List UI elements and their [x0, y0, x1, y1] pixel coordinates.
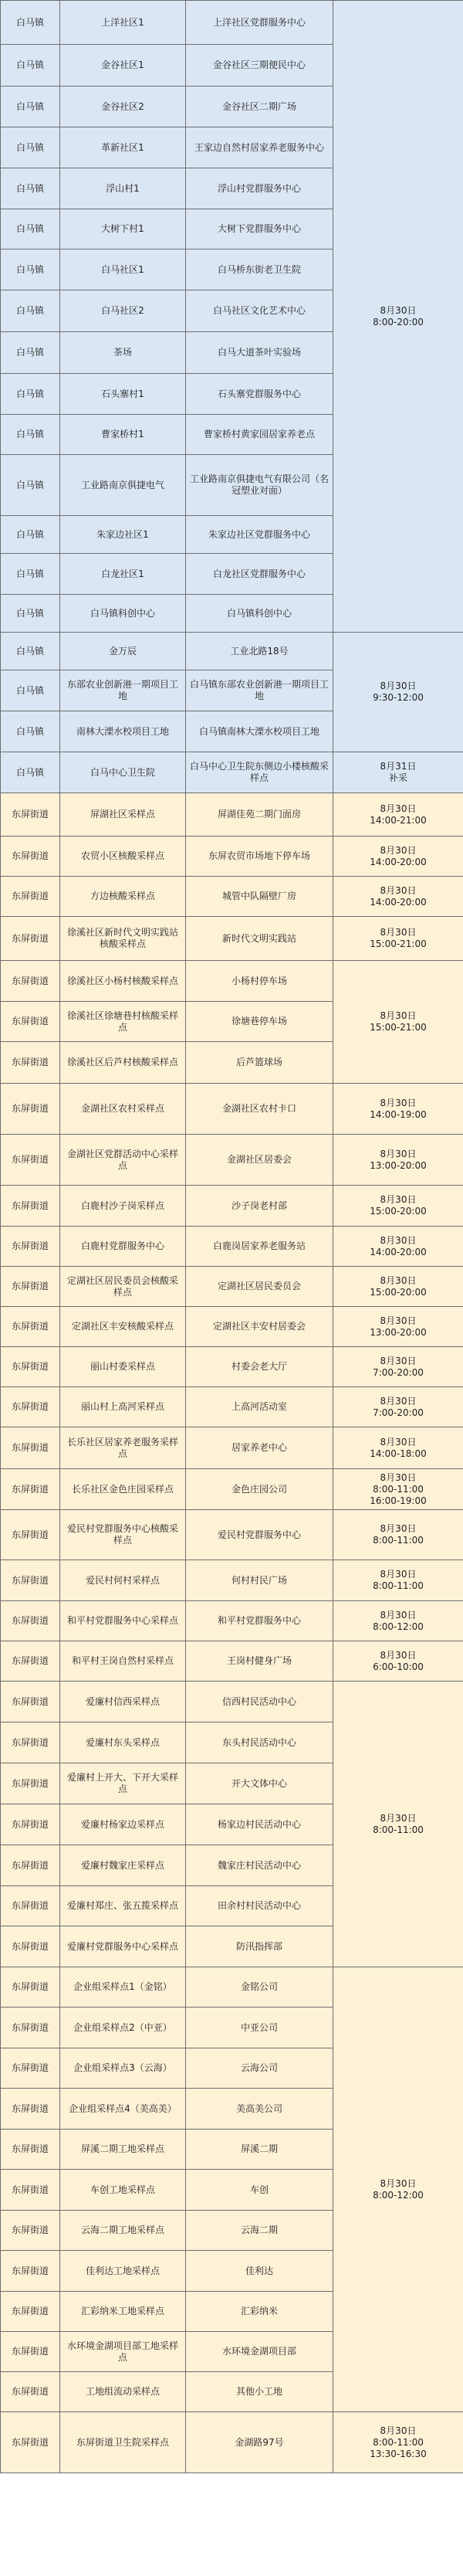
town-cell: 白马镇: [1, 249, 60, 290]
town-cell: 东屏街道: [1, 1886, 60, 1926]
town-cell: 东屏街道: [1, 837, 60, 877]
table-row: [1, 793, 463, 837]
table-row: [1, 1227, 463, 1267]
town-cell: 东屏街道: [1, 2412, 60, 2473]
town-cell: 白马镇: [1, 554, 60, 595]
site-cell: 爱民村何村采样点: [60, 1560, 186, 1601]
place-cell: 王家边自然村居家养老服务中心: [186, 127, 333, 168]
table-row: [1, 1347, 463, 1387]
time-cell: 8月30日 6:00-10:00: [333, 1641, 463, 1682]
site-cell: 企业组采样点4（美高美）: [60, 2089, 186, 2130]
town-cell: 东屏街道: [1, 1804, 60, 1845]
town-cell: 白马镇: [1, 168, 60, 209]
site-cell: 石头寨村1: [60, 374, 186, 415]
town-cell: 白马镇: [1, 332, 60, 374]
site-cell: 茶场: [60, 332, 186, 374]
town-cell: 东屏街道: [1, 1042, 60, 1084]
site-cell: 白马社区1: [60, 249, 186, 290]
time-cell: 8月30日 8:00-12:00: [333, 1601, 463, 1641]
town-cell: 东屏街道: [1, 877, 60, 917]
place-cell: 大树下党群服务中心: [186, 209, 333, 249]
site-cell: 水环境金湖项目部工地采样点: [60, 2332, 186, 2372]
site-cell: 上洋社区1: [60, 1, 186, 45]
place-cell: 工业路南京俱捷电气有限公司（名冠塑业对面）: [186, 455, 333, 516]
place-cell: 中亚公司: [186, 2008, 333, 2048]
site-cell: 曹家桥村1: [60, 415, 186, 455]
site-cell: 和平村王岗自然村采样点: [60, 1641, 186, 1682]
site-cell: 白马镇科创中心: [60, 595, 186, 633]
table-row: [1, 2412, 463, 2473]
time-cell: 8月30日 8:00-11:00: [333, 1682, 463, 1967]
place-cell: 信西村民活动中心: [186, 1682, 333, 1722]
town-cell: 东屏街道: [1, 1084, 60, 1135]
time-cell: 8月30日 15:00-20:00: [333, 1186, 463, 1227]
time-cell: 8月30日 14:00-21:00: [333, 793, 463, 837]
site-cell: 白马中心卫生院: [60, 752, 186, 793]
town-cell: 东屏街道: [1, 1186, 60, 1227]
place-cell: 定湖社区丰安村居委会: [186, 1307, 333, 1347]
place-cell: 金湖路97号: [186, 2412, 333, 2473]
site-cell: 爱民村党群服务中心核酸采样点: [60, 1510, 186, 1560]
town-cell: 东屏街道: [1, 1763, 60, 1804]
site-cell: 浮山村1: [60, 168, 186, 209]
town-cell: 东屏街道: [1, 1560, 60, 1601]
town-cell: 东屏街道: [1, 1002, 60, 1042]
town-cell: 白马镇: [1, 374, 60, 415]
place-cell: 屏湖佳苑二期门面房: [186, 793, 333, 837]
site-cell: 金万辰: [60, 633, 186, 670]
place-cell: 金色庄园公司: [186, 1469, 333, 1510]
site-cell: 丽山村上高河采样点: [60, 1387, 186, 1427]
place-cell: 白马镇科创中心: [186, 595, 333, 633]
site-cell: 白龙社区1: [60, 554, 186, 595]
town-cell: 白马镇: [1, 633, 60, 670]
site-cell: 大树下村1: [60, 209, 186, 249]
place-cell: 沙子岗老村部: [186, 1186, 333, 1227]
table-row: [1, 837, 463, 877]
town-cell: 白马镇: [1, 415, 60, 455]
site-cell: 白马社区2: [60, 290, 186, 332]
town-cell: 白马镇: [1, 209, 60, 249]
table-row: [1, 1387, 463, 1427]
town-cell: 白马镇: [1, 45, 60, 87]
site-cell: 长乐社区金色庄园采样点: [60, 1469, 186, 1510]
time-cell: 8月30日 8:00-11:00 13:30-16:30: [333, 2412, 463, 2473]
time-cell: 8月30日 15:00-21:00: [333, 917, 463, 961]
town-cell: 白马镇: [1, 711, 60, 752]
place-cell: 白马桥东街老卫生院: [186, 249, 333, 290]
place-cell: 朱家边社区党群服务中心: [186, 516, 333, 554]
town-cell: 东屏街道: [1, 1307, 60, 1347]
town-cell: 东屏街道: [1, 1427, 60, 1469]
place-cell: 上高河活动室: [186, 1387, 333, 1427]
place-cell: 白马大道茶叶实验场: [186, 332, 333, 374]
place-cell: 定湖社区居民委员会: [186, 1267, 333, 1307]
place-cell: 石头寨党群服务中心: [186, 374, 333, 415]
town-cell: 白马镇: [1, 290, 60, 332]
site-cell: 定湖社区居民委员会核酸采样点: [60, 1267, 186, 1307]
town-cell: 东屏街道: [1, 1722, 60, 1763]
site-cell: 爱廉村党群服务中心采样点: [60, 1926, 186, 1967]
site-cell: 爱廉村东头采样点: [60, 1722, 186, 1763]
site-cell: 徐溪社区徐塘巷村核酸采样点: [60, 1002, 186, 1042]
place-cell: 新时代文明实践站: [186, 917, 333, 961]
time-cell: 8月30日 15:00-21:00: [333, 961, 463, 1084]
time-cell: 8月30日 14:00-20:00: [333, 1227, 463, 1267]
place-cell: 杨家边村民活动中心: [186, 1804, 333, 1845]
site-cell: 爱廉村上开大、下开大采样点: [60, 1763, 186, 1804]
time-cell: 8月30日 14:00-20:00: [333, 877, 463, 917]
table-row: [1, 917, 463, 961]
table-row: [1, 1560, 463, 1601]
town-cell: 东屏街道: [1, 1135, 60, 1186]
town-cell: 东屏街道: [1, 1641, 60, 1682]
town-cell: 东屏街道: [1, 793, 60, 837]
table-row: [1, 1307, 463, 1347]
table-row: [1, 1135, 463, 1186]
town-cell: 东屏街道: [1, 1227, 60, 1267]
town-cell: 白马镇: [1, 127, 60, 168]
town-cell: 东屏街道: [1, 2251, 60, 2292]
site-cell: 白鹿村沙子岗采样点: [60, 1186, 186, 1227]
table-row: [1, 1084, 463, 1135]
place-cell: 白马镇东部农业创新港一期项目工地: [186, 670, 333, 711]
site-cell: 爱廉村杨家边采样点: [60, 1804, 186, 1845]
time-cell: 8月30日 8:00-12:00: [333, 1967, 463, 2412]
town-cell: 东屏街道: [1, 1926, 60, 1967]
table-row: [1, 1, 463, 45]
place-cell: 金谷社区二期广场: [186, 87, 333, 127]
site-cell: 工地组流动采样点: [60, 2372, 186, 2412]
town-cell: 东屏街道: [1, 917, 60, 961]
town-cell: 东屏街道: [1, 1601, 60, 1641]
site-cell: 徐溪社区小杨村核酸采样点: [60, 961, 186, 1002]
town-cell: 白马镇: [1, 1, 60, 45]
place-cell: 云海二期: [186, 2211, 333, 2251]
site-cell: 长乐社区居家养老服务采样点: [60, 1427, 186, 1469]
place-cell: 和平村党群服务中心: [186, 1601, 333, 1641]
place-cell: 浮山村党群服务中心: [186, 168, 333, 209]
table-row: [1, 1601, 463, 1641]
town-cell: 东屏街道: [1, 1469, 60, 1510]
table-row: [1, 877, 463, 917]
site-cell: 企业组采样点1（金铭）: [60, 1967, 186, 2008]
place-cell: 东头村民活动中心: [186, 1722, 333, 1763]
table-row: [1, 1267, 463, 1307]
site-cell: 金湖社区党群活动中心采样点: [60, 1135, 186, 1186]
town-cell: 东屏街道: [1, 2048, 60, 2089]
town-cell: 白马镇: [1, 752, 60, 793]
place-cell: 白鹿岗居家养老服务站: [186, 1227, 333, 1267]
table-row: [1, 633, 463, 670]
table-row: [1, 1682, 463, 1722]
site-cell: 工业路南京俱捷电气: [60, 455, 186, 516]
time-cell: 8月30日 14:00-19:00: [333, 1084, 463, 1135]
town-cell: 东屏街道: [1, 2332, 60, 2372]
town-cell: 东屏街道: [1, 1682, 60, 1722]
place-cell: 白龙社区党群服务中心: [186, 554, 333, 595]
town-cell: 白马镇: [1, 516, 60, 554]
site-cell: 屏湖社区采样点: [60, 793, 186, 837]
time-cell: 8月30日 13:00-20:00: [333, 1307, 463, 1347]
town-cell: 东屏街道: [1, 1387, 60, 1427]
town-cell: 白马镇: [1, 595, 60, 633]
site-cell: 白鹿村党群服务中心: [60, 1227, 186, 1267]
place-cell: 屏溪二期: [186, 2130, 333, 2170]
time-cell: 8月30日 13:00-20:00: [333, 1135, 463, 1186]
place-cell: 村委会老大厅: [186, 1347, 333, 1387]
town-cell: 白马镇: [1, 455, 60, 516]
place-cell: 金湖社区农村卡口: [186, 1084, 333, 1135]
site-cell: 徐溪社区新时代文明实践站核酸采样点: [60, 917, 186, 961]
town-cell: 东屏街道: [1, 2372, 60, 2412]
town-cell: 白马镇: [1, 670, 60, 711]
place-cell: 其他小工地: [186, 2372, 333, 2412]
place-cell: 后芦篮球场: [186, 1042, 333, 1084]
site-cell: 汇彩纳米工地采样点: [60, 2292, 186, 2332]
place-cell: 汇彩纳米: [186, 2292, 333, 2332]
place-cell: 上洋社区党群服务中心: [186, 1, 333, 45]
place-cell: 徐塘巷停车场: [186, 1002, 333, 1042]
place-cell: 小杨村停车场: [186, 961, 333, 1002]
time-cell: 8月30日 15:00-20:00: [333, 1267, 463, 1307]
table-row: [1, 1427, 463, 1469]
time-cell: 8月30日 8:00-11:00: [333, 1560, 463, 1601]
town-cell: 东屏街道: [1, 961, 60, 1002]
place-cell: 居家养老中心: [186, 1427, 333, 1469]
place-cell: 白马中心卫生院东侧边小楼核酸采样点: [186, 752, 333, 793]
place-cell: 工业北路18号: [186, 633, 333, 670]
town-cell: 东屏街道: [1, 2089, 60, 2130]
town-cell: 东屏街道: [1, 1510, 60, 1560]
site-cell: 企业组采样点2（中亚）: [60, 2008, 186, 2048]
place-cell: 开大文体中心: [186, 1763, 333, 1804]
site-cell: 南林大溧水校项目工地: [60, 711, 186, 752]
place-cell: 白马镇南林大溧水校项目工地: [186, 711, 333, 752]
time-cell: 8月30日 14:00-20:00: [333, 837, 463, 877]
town-cell: 东屏街道: [1, 2130, 60, 2170]
place-cell: 王岗村健身广场: [186, 1641, 333, 1682]
table-row: [1, 1967, 463, 2008]
table-row: [1, 961, 463, 1002]
town-cell: 东屏街道: [1, 2292, 60, 2332]
table-row: [1, 1510, 463, 1560]
time-cell: 8月30日 7:00-20:00: [333, 1347, 463, 1387]
place-cell: 云海公司: [186, 2048, 333, 2089]
site-cell: 金谷社区2: [60, 87, 186, 127]
site-cell: 爱廉村信西采样点: [60, 1682, 186, 1722]
place-cell: 白马社区文化艺术中心: [186, 290, 333, 332]
time-cell: 8月30日 7:00-20:00: [333, 1387, 463, 1427]
place-cell: 魏家庄村民活动中心: [186, 1845, 333, 1886]
site-cell: 金谷社区1: [60, 45, 186, 87]
town-cell: 东屏街道: [1, 2170, 60, 2211]
site-cell: 佳利达工地采样点: [60, 2251, 186, 2292]
site-cell: 朱家边社区1: [60, 516, 186, 554]
site-cell: 徐溪社区后芦村核酸采样点: [60, 1042, 186, 1084]
place-cell: 金铭公司: [186, 1967, 333, 2008]
town-cell: 东屏街道: [1, 1967, 60, 2008]
table-row: [1, 1469, 463, 1510]
time-cell: 8月30日 8:00-11:00 16:00-19:00: [333, 1469, 463, 1510]
place-cell: 美高美公司: [186, 2089, 333, 2130]
place-cell: 城管中队隔壁厂房: [186, 877, 333, 917]
town-cell: 东屏街道: [1, 2211, 60, 2251]
site-cell: 金湖社区农村采样点: [60, 1084, 186, 1135]
place-cell: 防汛指挥部: [186, 1926, 333, 1967]
time-cell: 8月30日 14:00-18:00: [333, 1427, 463, 1469]
place-cell: 田余村村民活动中心: [186, 1886, 333, 1926]
time-cell: 8月30日 8:00-20:00: [333, 1, 463, 633]
town-cell: 东屏街道: [1, 1347, 60, 1387]
table-row: [1, 1186, 463, 1227]
site-cell: 爱廉村郑庄、张五揽采样点: [60, 1886, 186, 1926]
place-cell: 金谷社区三期便民中心: [186, 45, 333, 87]
site-cell: 爱廉村魏家庄采样点: [60, 1845, 186, 1886]
site-cell: 车创工地采样点: [60, 2170, 186, 2211]
town-cell: 白马镇: [1, 87, 60, 127]
table-row: [1, 1641, 463, 1682]
place-cell: 曹家桥村黄家园居家养老点: [186, 415, 333, 455]
site-cell: 定湖社区丰安核酸采样点: [60, 1307, 186, 1347]
place-cell: 水环境金湖项目部: [186, 2332, 333, 2372]
place-cell: 何村村民广场: [186, 1560, 333, 1601]
time-cell: 8月30日 8:00-11:00: [333, 1510, 463, 1560]
site-cell: 农贸小区核酸采样点: [60, 837, 186, 877]
time-cell: 8月31日 补采: [333, 752, 463, 793]
town-cell: 东屏街道: [1, 2008, 60, 2048]
time-cell: 8月30日 9:30-12:00: [333, 633, 463, 752]
schedule-table-body: [1, 1, 463, 2473]
site-cell: 丽山村委采样点: [60, 1347, 186, 1387]
site-cell: 革新社区1: [60, 127, 186, 168]
site-cell: 东屏街道卫生院采样点: [60, 2412, 186, 2473]
place-cell: 爱民村党群服务中心: [186, 1510, 333, 1560]
site-cell: 云海二期工地采样点: [60, 2211, 186, 2251]
town-cell: 东屏街道: [1, 1845, 60, 1886]
place-cell: 金湖社区居委会: [186, 1135, 333, 1186]
site-cell: 屏溪二期工地采样点: [60, 2130, 186, 2170]
place-cell: 东屏农贸市场地下停车场: [186, 837, 333, 877]
town-cell: 东屏街道: [1, 1267, 60, 1307]
site-cell: 企业组采样点3（云海）: [60, 2048, 186, 2089]
place-cell: 车创: [186, 2170, 333, 2211]
table-row: [1, 752, 463, 793]
site-cell: 和平村党群服务中心采样点: [60, 1601, 186, 1641]
site-cell: 东部农业创新港一期项目工地: [60, 670, 186, 711]
place-cell: 佳利达: [186, 2251, 333, 2292]
site-cell: 方边核酸采样点: [60, 877, 186, 917]
